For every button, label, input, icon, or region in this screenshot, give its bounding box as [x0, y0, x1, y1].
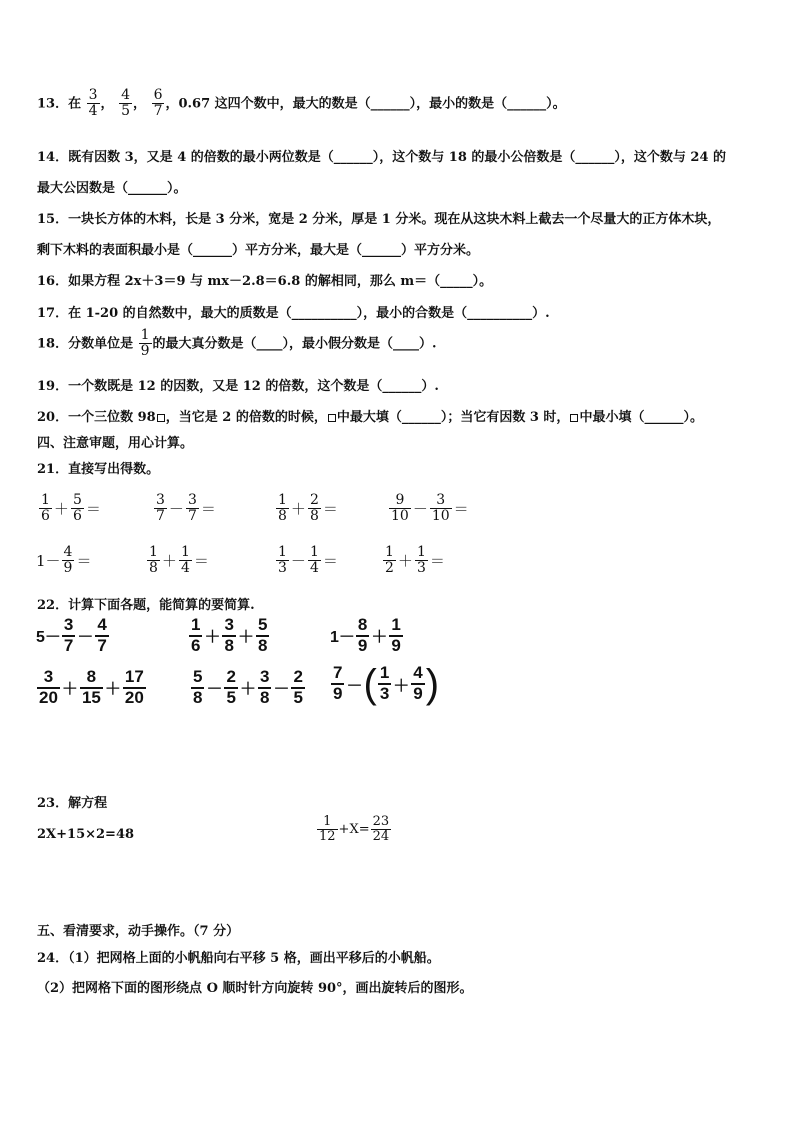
fraction [123, 668, 146, 707]
numerator: 1 [416, 544, 426, 560]
fraction [276, 545, 289, 577]
q20-part-d: 中最小填（______）。 [579, 410, 703, 425]
denominator: 8 [224, 635, 234, 655]
operator: － [168, 500, 184, 519]
denominator: 3 [379, 684, 390, 703]
numerator: 3 [37, 668, 60, 689]
denominator: 7 [153, 103, 163, 120]
denominator: 15 [81, 687, 101, 707]
whole-part: 5－ [36, 629, 61, 647]
operator: － [206, 681, 223, 699]
fraction [356, 616, 369, 655]
fraction [191, 668, 204, 707]
fraction [415, 545, 428, 577]
equation-middle: +X= [338, 822, 370, 838]
equation-1: 2X+15×2=48 [37, 827, 135, 842]
question-15-line1: 15．一块长方体的木料，长是 3 分米，宽是 2 分米，厚是 1 分米。现在从这块木料上截去一个尽量大的正方体木块， [37, 212, 721, 227]
operator: ＋ [371, 629, 388, 647]
numerator: 1 [309, 544, 319, 560]
fraction [389, 493, 411, 525]
fraction [62, 545, 75, 577]
q20-part-a: 20．一个三位数 98 [37, 410, 156, 425]
numerator: 4 [63, 544, 73, 560]
denominator: 3 [278, 560, 287, 577]
numerator: 2 [224, 668, 237, 689]
fraction [276, 493, 289, 525]
blank-box-icon [157, 414, 165, 422]
denominator: 5 [293, 687, 303, 707]
q20-part-c: 中最大填（______）；当它有因数 3 时， [336, 410, 570, 425]
denominator: 24 [372, 829, 390, 845]
numerator: 4 [411, 664, 424, 685]
denominator: 8 [309, 508, 319, 525]
fraction [139, 328, 152, 360]
q21-expr [153, 493, 217, 525]
numerator: 3 [187, 492, 197, 508]
right-paren: ) [425, 662, 440, 706]
blank-box-icon [328, 414, 336, 422]
numerator: 3 [222, 616, 235, 637]
operator: ＋ [239, 681, 256, 699]
fraction [308, 545, 321, 577]
fraction [152, 88, 165, 120]
numerator: 1 [278, 492, 287, 508]
fraction [186, 493, 199, 525]
denominator: 20 [124, 687, 144, 707]
question-24-part-1: 24．（1）把网格上面的小帆船向右平移 5 格，画出平移后的小帆船。 [37, 951, 440, 966]
operator: ＋ [393, 677, 410, 695]
separator: ， [133, 96, 147, 112]
q21-expr [38, 493, 102, 525]
equals-sign: ＝ [85, 500, 101, 519]
denominator: 8 [257, 635, 268, 655]
numerator: 5 [191, 668, 204, 689]
equals-sign: ＝ [76, 552, 92, 571]
fraction [258, 668, 271, 707]
q18-prefix: 18．分数单位是 [37, 336, 134, 352]
numerator: 1 [389, 616, 402, 637]
fraction [383, 545, 396, 577]
operator: ＋ [104, 681, 121, 699]
operator: ＋ [204, 629, 221, 647]
question-24-part-2: （2）把网格下面的图形绕点 O 顺时针方向旋转 90°，画出旋转后的图形。 [37, 981, 473, 996]
fraction [179, 545, 192, 577]
operator: ＋ [161, 552, 177, 571]
denominator: 6 [41, 508, 50, 525]
left-paren: ( [363, 662, 377, 706]
numerator: 1 [278, 544, 287, 560]
fraction [80, 668, 103, 707]
q21-expr [275, 545, 339, 577]
operator: － [346, 677, 363, 695]
q22-expr-3 [330, 616, 404, 655]
denominator: 7 [187, 508, 197, 525]
denominator: 9 [140, 343, 150, 360]
equals-sign: ＝ [429, 552, 445, 571]
numerator: 4 [121, 87, 131, 103]
fraction [222, 616, 235, 655]
q22-expr-1 [36, 616, 110, 655]
q22-expr-2 [188, 616, 270, 655]
numerator: 23 [372, 814, 390, 829]
numerator: 3 [88, 87, 98, 103]
fraction [119, 88, 132, 120]
numerator: 5 [256, 616, 269, 637]
operator: ＋ [53, 500, 69, 519]
fraction [87, 88, 100, 120]
fraction [39, 493, 52, 525]
fraction [147, 545, 160, 577]
denominator: 9 [333, 684, 343, 703]
question-22: 22．计算下面各题，能简算的要简算. [37, 598, 255, 613]
blank-box-icon [570, 414, 578, 422]
numerator: 2 [309, 492, 319, 508]
equals-sign: ＝ [193, 552, 209, 571]
fraction [389, 616, 402, 655]
numerator: 9 [389, 493, 411, 509]
q18-rest: 的最大真分数是（____），最小假分数是（____）. [152, 336, 437, 352]
operator: － [77, 629, 94, 647]
equals-sign: ＝ [322, 500, 338, 519]
numerator: 2 [291, 668, 304, 689]
equation-2 [316, 815, 392, 845]
numerator: 17 [123, 668, 146, 689]
denominator: 9 [391, 635, 401, 655]
q21-expr [388, 493, 470, 525]
denominator: 4 [88, 103, 98, 120]
operator: ＋ [61, 681, 78, 699]
question-14-line2: 最大公因数是（______）。 [37, 181, 187, 196]
denominator: 9 [63, 560, 73, 577]
question-15-line2: 剩下木料的表面积最小是（______）平方分米，最大是（______）平方分米。 [37, 243, 480, 258]
denominator: 10 [431, 508, 450, 525]
whole-part: 1－ [330, 629, 355, 647]
operator: － [290, 552, 306, 571]
denominator: 8 [149, 560, 158, 577]
fraction [317, 815, 338, 845]
fraction [62, 616, 75, 655]
denominator: 12 [319, 829, 336, 845]
numerator: 1 [149, 544, 158, 560]
numerator: 3 [258, 668, 271, 689]
fraction [224, 668, 237, 707]
section-5-heading: 五、看清要求，动手操作。（7 分） [37, 924, 240, 939]
numerator: 3 [430, 493, 452, 509]
numerator: 1 [41, 492, 50, 508]
numerator: 1 [385, 544, 394, 560]
denominator: 7 [63, 635, 74, 655]
section-4-heading: 四、注意审题，用心计算。 [37, 436, 194, 451]
denominator: 7 [156, 508, 165, 525]
denominator: 5 [121, 103, 131, 120]
denominator: 6 [191, 635, 201, 655]
numerator: 1 [140, 327, 150, 343]
question-16: 16．如果方程 2x＋3＝9 与 mx－2.8＝6.8 的解相同，那么 m＝（_____）。 [37, 274, 493, 289]
fraction [37, 668, 60, 707]
equals-sign: ＝ [322, 552, 338, 571]
question-21: 21．直接写出得数。 [37, 462, 160, 477]
denominator: 8 [278, 508, 287, 525]
fraction [331, 664, 344, 703]
numerator: 7 [331, 664, 344, 685]
numerator: 3 [62, 616, 75, 637]
equals-sign: ＝ [200, 500, 216, 519]
fraction [371, 815, 392, 845]
denominator: 20 [39, 687, 58, 707]
denominator: 9 [357, 635, 368, 655]
numerator: 1 [317, 815, 338, 830]
q21-expr [36, 545, 92, 577]
denominator: 6 [72, 508, 82, 525]
denominator: 3 [416, 560, 426, 577]
denominator: 8 [259, 687, 270, 707]
denominator: 10 [391, 508, 409, 525]
denominator: 5 [226, 687, 236, 707]
denominator: 9 [413, 684, 423, 703]
q20-part-b: ，当它是 2 的倍数的时候， [165, 410, 327, 425]
numerator: 5 [72, 492, 82, 508]
operator: ＋ [237, 629, 254, 647]
denominator: 4 [309, 560, 319, 577]
whole-part: 1－ [36, 552, 61, 571]
q21-expr [382, 545, 446, 577]
q22-expr-5 [190, 668, 306, 707]
fraction [291, 668, 304, 707]
numerator: 1 [180, 544, 190, 560]
separator: ， [100, 96, 114, 112]
question-13 [37, 88, 566, 120]
operator: － [412, 500, 428, 519]
denominator: 2 [385, 560, 394, 577]
question-20 [37, 406, 703, 425]
fraction [411, 664, 424, 703]
fraction [256, 616, 269, 655]
numerator: 1 [189, 616, 202, 637]
operator: ＋ [290, 500, 306, 519]
question-14-line1: 14．既有因数 3，又是 4 的倍数的最小两位数是（______），这个数与 18 的最小公倍数是（______），这个数与 24 的 [37, 150, 727, 165]
fraction [95, 616, 108, 655]
q21-expr [146, 545, 210, 577]
question-19: 19．一个数既是 12 的因数，又是 12 的倍数，这个数是（______）. [37, 379, 439, 394]
numerator: 4 [95, 616, 108, 637]
q21-expr [275, 493, 339, 525]
fraction [71, 493, 84, 525]
fraction [189, 616, 202, 655]
numerator: 6 [153, 87, 163, 103]
question-23: 23．解方程 [37, 796, 108, 811]
q22-expr-4 [36, 668, 147, 707]
fraction [430, 493, 452, 525]
q13-rest: ，0.67 这四个数中，最大的数是（______），最小的数是（______）。 [165, 96, 566, 112]
question-18 [37, 328, 437, 360]
numerator: 8 [80, 668, 103, 689]
operator: － [273, 681, 290, 699]
q22-expr-6 [330, 664, 439, 704]
equals-sign: ＝ [453, 500, 469, 519]
numerator: 8 [356, 616, 369, 637]
operator: ＋ [397, 552, 413, 571]
denominator: 4 [180, 560, 190, 577]
fraction [378, 664, 391, 703]
denominator: 7 [97, 635, 107, 655]
q13-prefix: 13．在 [37, 96, 82, 112]
denominator: 8 [193, 687, 203, 707]
numerator: 3 [156, 492, 165, 508]
fraction [308, 493, 321, 525]
numerator: 1 [378, 664, 391, 685]
question-17: 17．在 1-20 的自然数中，最大的质数是（__________），最小的合数是（__________）. [37, 306, 550, 321]
fraction [154, 493, 167, 525]
